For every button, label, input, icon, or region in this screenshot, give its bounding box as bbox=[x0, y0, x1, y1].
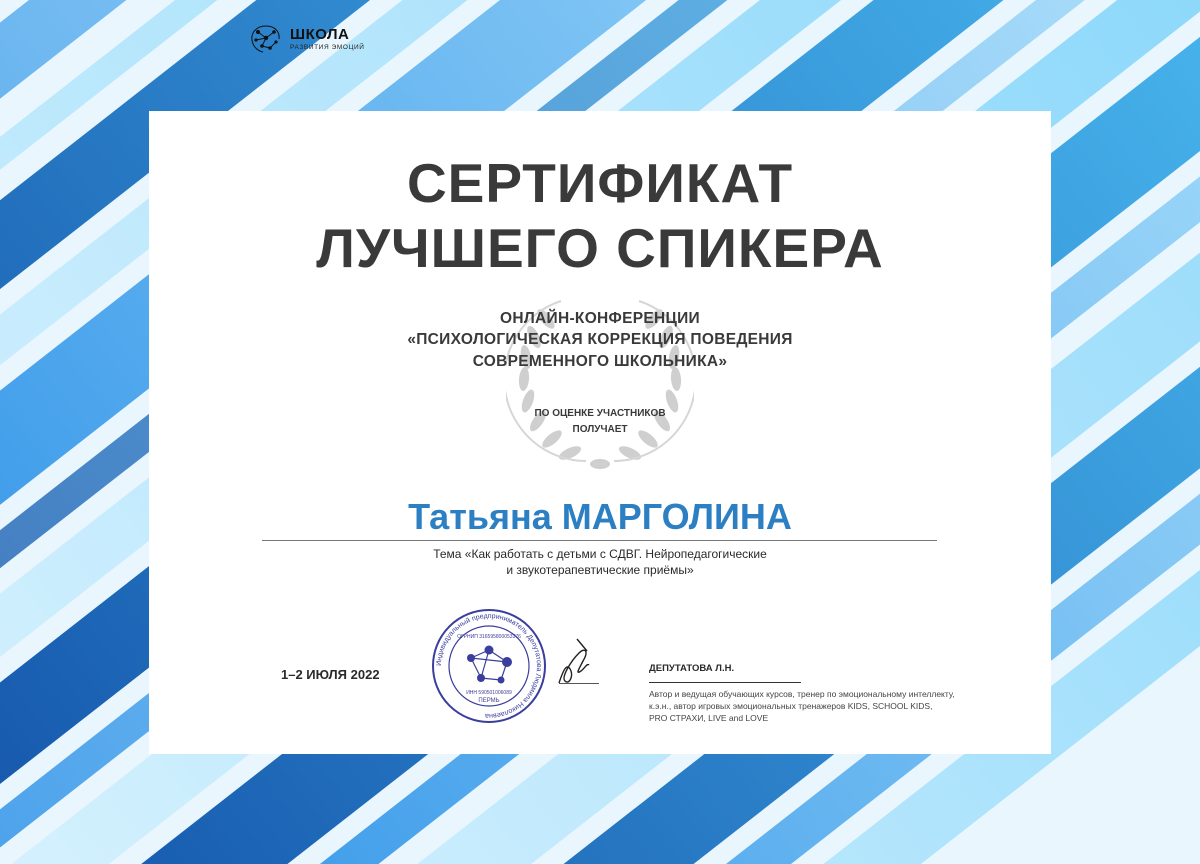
signer-underline bbox=[649, 682, 801, 683]
stamp-inn: ИНН 590501006089 bbox=[466, 690, 512, 696]
signer-bio-line1: Автор и ведущая обучающих курсов, тренер по эмоциональному интеллекту, bbox=[649, 689, 955, 699]
rating-line1: ПО ОЦЕНКЕ УЧАСТНИКОВ bbox=[534, 408, 666, 419]
certificate-title-line2: ЛУЧШЕГО СПИКЕРА bbox=[316, 217, 884, 279]
signer-bio-line3: PRO СТРАХИ, LIVE and LOVE bbox=[649, 713, 769, 723]
conference-line1: ОНЛАЙН-КОНФЕРЕНЦИИ bbox=[500, 310, 700, 327]
conference-line3: СОВРЕМЕННОГО ШКОЛЬНИКА» bbox=[472, 353, 728, 370]
topic-line2: и звукотерапевтические приёмы» bbox=[506, 563, 694, 577]
certificate-title-line1: СЕРТИФИКАТ bbox=[406, 152, 794, 214]
recipient-name: Татьяна МАРГОЛИНА bbox=[408, 496, 792, 537]
stamp-ring-text: Индивидуальный предприниматель Депутатова Людмила Николаевна bbox=[435, 612, 543, 720]
stamp-city: ПЕРМЬ bbox=[478, 698, 500, 704]
official-stamp bbox=[429, 606, 549, 726]
signer-name: ДЕПУТАТОВА Л.Н. bbox=[649, 663, 735, 674]
topic-line1: Тема «Как работать с детьми с СДВГ. Нейропедагогические bbox=[433, 547, 767, 561]
rating-line2: ПОЛУЧАЕТ bbox=[572, 424, 628, 435]
school-logo bbox=[248, 22, 365, 56]
laurel-wreath-watermark bbox=[506, 279, 694, 479]
logo-title: ШКОЛА bbox=[290, 25, 350, 43]
recipient-underline bbox=[262, 540, 937, 541]
handwritten-signature bbox=[549, 631, 599, 691]
signer-bio-line2: к.э.н., автор игровых эмоциональных тренажеров KIDS, SCHOOL KIDS, bbox=[649, 701, 933, 711]
signature-line bbox=[559, 683, 599, 684]
logo-subtitle: РАЗВИТИЯ ЭМОЦИЙ bbox=[290, 43, 365, 51]
brain-network-icon bbox=[248, 22, 284, 56]
event-date: 1–2 ИЮЛЯ 2022 bbox=[281, 667, 380, 682]
conference-line2: «ПСИХОЛОГИЧЕСКАЯ КОРРЕКЦИЯ ПОВЕДЕНИЯ bbox=[407, 331, 793, 348]
stamp-inner-text: ОГРНИП 316595800053376 bbox=[457, 634, 521, 640]
certificate-card bbox=[149, 111, 1051, 754]
